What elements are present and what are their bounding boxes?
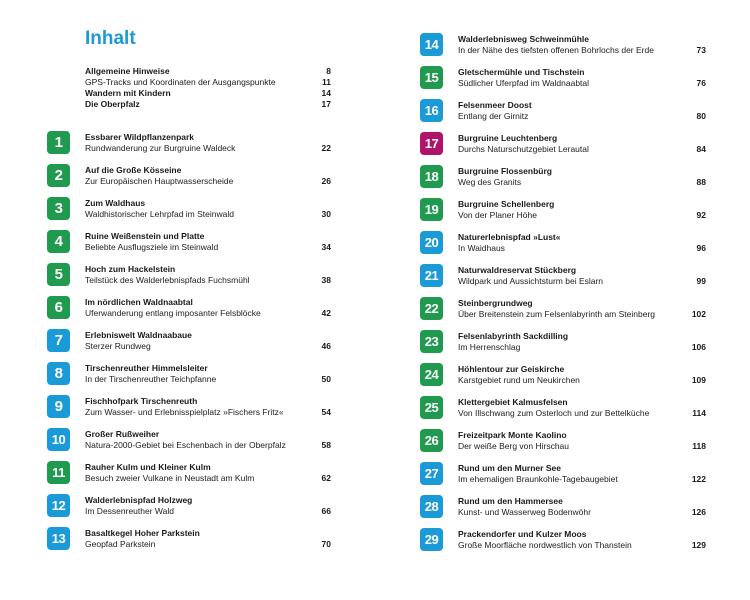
tour-subtitle: In der Nähe des tiefsten offenen Bohrlochs der Erde <box>458 45 654 55</box>
tour-subtitle: Zur Europäischen Hauptwasserscheide <box>85 176 234 186</box>
tour-subtitle: Durchs Naturschutzgebiet Lerautal <box>458 144 589 154</box>
tour-number-badge: 15 <box>420 66 443 89</box>
toc-entry[interactable] <box>420 363 706 387</box>
tour-number-badge: 18 <box>420 165 443 188</box>
tour-page-number: 38 <box>321 275 331 285</box>
tour-page-number: 129 <box>691 540 706 550</box>
tour-subtitle: Teilstück des Walderlebnispfads Fuchsmühl <box>85 275 250 285</box>
tour-subtitle: Natura-2000-Gebiet bei Eschenbach in der Oberpfalz <box>85 440 286 450</box>
tour-page-number: 84 <box>696 144 706 154</box>
tour-subtitle: Sterzer Rundweg <box>85 341 151 351</box>
tour-title: Zum Waldhaus <box>85 198 146 208</box>
tour-page-number: 26 <box>321 176 331 186</box>
tour-subtitle: Im Dessenreuther Wald <box>85 506 174 516</box>
tour-number-badge: 29 <box>420 528 443 551</box>
tour-number-badge: 27 <box>420 462 443 485</box>
tour-number-badge: 3 <box>47 197 70 220</box>
tour-title: Burgruine Schellenberg <box>458 199 555 209</box>
tour-number-badge: 10 <box>47 428 70 451</box>
tour-page-number: 122 <box>691 474 706 484</box>
tour-title: Walderlebnispfad Holzweg <box>85 495 193 505</box>
tour-subtitle: Von Illschwang zum Osterloch und zur Bettelküche <box>458 408 650 418</box>
toc-entry[interactable] <box>420 198 706 222</box>
toc-entry[interactable] <box>420 495 706 519</box>
toc-entry[interactable] <box>420 66 706 90</box>
tour-title: Erlebniswelt Waldnaabaue <box>85 330 192 340</box>
tour-title: Fischhofpark Tirschenreuth <box>85 396 198 406</box>
tour-subtitle: Karstgebiet rund um Neukirchen <box>458 375 580 385</box>
tour-number-badge: 1 <box>47 131 70 154</box>
tour-subtitle: In der Tirschenreuther Teichpfanne <box>85 374 217 384</box>
tour-subtitle: Besuch zweier Vulkane in Neustadt am Kulm <box>85 473 255 483</box>
tour-title: Hoch zum Hackelstein <box>85 264 176 274</box>
tour-subtitle: Beliebte Ausflugsziele im Steinwald <box>85 242 219 252</box>
general-item-page: 11 <box>322 77 331 87</box>
general-item-page: 8 <box>326 66 331 76</box>
tour-number-badge: 19 <box>420 198 443 221</box>
tour-page-number: 114 <box>692 408 706 418</box>
toc-entry[interactable] <box>420 33 706 57</box>
tour-title: Im nördlichen Waldnaabtal <box>85 297 193 307</box>
tour-number-badge: 12 <box>47 494 70 517</box>
tour-number-badge: 9 <box>47 395 70 418</box>
general-item[interactable] <box>85 66 331 77</box>
tour-page-number: 118 <box>692 441 706 451</box>
tour-title: Auf die Große Kösseine <box>85 165 182 175</box>
tour-page-number: 42 <box>321 308 331 318</box>
tour-number-badge: 23 <box>420 330 443 353</box>
tour-number-badge: 22 <box>420 297 443 320</box>
tour-number-badge: 25 <box>420 396 443 419</box>
tour-page-number: 34 <box>321 242 331 252</box>
tour-number-badge: 6 <box>47 296 70 319</box>
tour-subtitle: Im Herrenschlag <box>458 342 521 352</box>
tour-title: Freizeitpark Monte Kaolino <box>458 430 567 440</box>
general-item[interactable] <box>85 88 331 99</box>
tour-page-number: 46 <box>321 341 331 351</box>
general-item-page: 14 <box>321 88 331 98</box>
toc-entry[interactable] <box>47 230 331 254</box>
toc-entry[interactable] <box>47 164 331 188</box>
tour-page-number: 126 <box>691 507 706 517</box>
general-item-page: 17 <box>321 99 331 109</box>
tour-title: Felsenmeer Doost <box>458 100 532 110</box>
general-section <box>85 66 331 110</box>
tour-subtitle: Entlang der Girnitz <box>458 111 529 121</box>
tour-number-badge: 13 <box>47 527 70 550</box>
toc-entry[interactable] <box>420 264 706 288</box>
toc-entry[interactable] <box>47 527 331 551</box>
general-item[interactable] <box>85 99 331 110</box>
tour-page-number: 88 <box>696 177 706 187</box>
tour-page-number: 96 <box>696 243 706 253</box>
general-item[interactable] <box>85 77 331 88</box>
tour-page-number: 99 <box>696 276 706 286</box>
tour-page-number: 80 <box>696 111 706 121</box>
tour-title: Burgruine Leuchtenberg <box>458 133 558 143</box>
tour-title: Rund um den Murner See <box>458 463 561 473</box>
tour-page-number: 92 <box>696 210 706 220</box>
tour-subtitle: Waldhistorischer Lehrpfad im Steinwald <box>85 209 234 219</box>
tour-number-badge: 17 <box>420 132 443 155</box>
tour-page-number: 73 <box>696 45 706 55</box>
tour-number-badge: 4 <box>47 230 70 253</box>
tour-title: Rauher Kulm und Kleiner Kulm <box>85 462 211 472</box>
tour-subtitle: Im ehemaligen Braunkohle-Tagebaugebiet <box>458 474 618 484</box>
tour-page-number: 54 <box>321 407 331 417</box>
tour-title: Steinbergrundweg <box>458 298 533 308</box>
general-item-label: Die Oberpfalz <box>85 99 140 109</box>
toc-entry[interactable] <box>420 462 706 486</box>
tour-subtitle: Geopfad Parkstein <box>85 539 156 549</box>
tour-subtitle: Rundwanderung zur Burgruine Waldeck <box>85 143 236 153</box>
tour-title: Naturwaldreservat Stückberg <box>458 265 577 275</box>
tour-number-badge: 5 <box>47 263 70 286</box>
toc-entry[interactable] <box>420 231 706 255</box>
toc-entry[interactable] <box>47 263 331 287</box>
tour-subtitle: Südlicher Uferpfad im Waldnaabtal <box>458 78 590 88</box>
tour-title: Walderlebnisweg Schweinmühle <box>458 34 589 44</box>
tour-title: Felsenlabyrinth Sackdilling <box>458 331 569 341</box>
general-item-label: Wandern mit Kindern <box>85 88 171 98</box>
tour-title: Prackendorfer und Kulzer Moos <box>458 529 587 539</box>
tour-page-number: 70 <box>321 539 331 549</box>
toc-entry[interactable] <box>47 329 331 353</box>
tour-number-badge: 26 <box>420 429 443 452</box>
tour-page-number: 106 <box>691 342 706 352</box>
general-item-label: GPS-Tracks und Koordinaten der Ausgangspunkte <box>85 77 276 87</box>
tour-subtitle: Der weiße Berg von Hirschau <box>458 441 570 451</box>
toc-entry[interactable] <box>47 428 331 452</box>
toc-entry[interactable] <box>420 429 706 453</box>
toc-entry[interactable] <box>420 165 706 189</box>
tour-title: Essbarer Wildpflanzenpark <box>85 132 195 142</box>
tour-page-number: 22 <box>321 143 331 153</box>
tour-number-badge: 16 <box>420 99 443 122</box>
tour-page-number: 66 <box>321 506 331 516</box>
tour-title: Burgruine Flossenbürg <box>458 166 552 176</box>
toc-entry[interactable] <box>47 362 331 386</box>
tour-subtitle: In Waidhaus <box>458 243 505 253</box>
tour-page-number: 102 <box>691 309 706 319</box>
toc-entry[interactable] <box>47 494 331 518</box>
tour-title: Klettergebiet Kalmusfelsen <box>458 397 568 407</box>
tour-number-badge: 7 <box>47 329 70 352</box>
tour-number-badge: 2 <box>47 164 70 187</box>
tour-title: Gletschermühle und Tischstein <box>458 67 585 77</box>
toc-entry[interactable] <box>420 396 706 420</box>
tour-subtitle: Kunst- und Wasserweg Bodenwöhr <box>458 507 591 517</box>
toc-entry[interactable] <box>47 461 331 485</box>
tour-title: Großer Rußweiher <box>85 429 160 439</box>
tour-number-badge: 14 <box>420 33 443 56</box>
toc-entry[interactable] <box>420 297 706 321</box>
toc-entry[interactable] <box>420 99 706 123</box>
tour-number-badge: 20 <box>420 231 443 254</box>
tour-number-badge: 28 <box>420 495 443 518</box>
tour-title: Höhlentour zur Geiskirche <box>458 364 565 374</box>
tour-subtitle: Weg des Granits <box>458 177 522 187</box>
tour-title: Basaltkegel Hoher Parkstein <box>85 528 200 538</box>
toc-entry[interactable] <box>47 197 331 221</box>
tour-title: Naturerlebnispfad »Lust« <box>458 232 561 242</box>
tour-subtitle: Uferwanderung entlang imposanter Felsblöcke <box>85 308 261 318</box>
toc-entry[interactable] <box>47 395 331 419</box>
toc-entry[interactable] <box>47 131 331 155</box>
tour-subtitle: Über Breitenstein zum Felsenlabyrinth am Steinberg <box>458 309 656 319</box>
toc-entry[interactable] <box>420 528 706 552</box>
tour-number-badge: 8 <box>47 362 70 385</box>
tour-subtitle: Wildpark und Aussichtsturm bei Eslarn <box>458 276 604 286</box>
tour-title: Ruine Weißenstein und Platte <box>85 231 205 241</box>
tour-page-number: 62 <box>321 473 331 483</box>
tour-subtitle: Zum Wasser- und Erlebnisspielplatz »Fischers Fritz« <box>85 407 284 417</box>
tour-number-badge: 24 <box>420 363 443 386</box>
tour-page-number: 58 <box>321 440 331 450</box>
toc-entry[interactable] <box>420 330 706 354</box>
general-item-label: Allgemeine Hinweise <box>85 66 170 76</box>
toc-entry[interactable] <box>420 132 706 156</box>
tour-number-badge: 11 <box>47 461 70 484</box>
tour-subtitle: Große Moorfläche nordwestlich von Thanstein <box>458 540 632 550</box>
tour-subtitle: Von der Planer Höhe <box>458 210 537 220</box>
page-title: Inhalt <box>85 28 136 49</box>
tour-title: Tirschenreuther Himmelsleiter <box>85 363 208 373</box>
tour-page-number: 30 <box>321 209 331 219</box>
tour-page-number: 109 <box>691 375 706 385</box>
tour-number-badge: 21 <box>420 264 443 287</box>
tour-page-number: 50 <box>321 374 331 384</box>
toc-entry[interactable] <box>47 296 331 320</box>
tour-page-number: 76 <box>696 78 706 88</box>
tour-title: Rund um den Hammersee <box>458 496 563 506</box>
